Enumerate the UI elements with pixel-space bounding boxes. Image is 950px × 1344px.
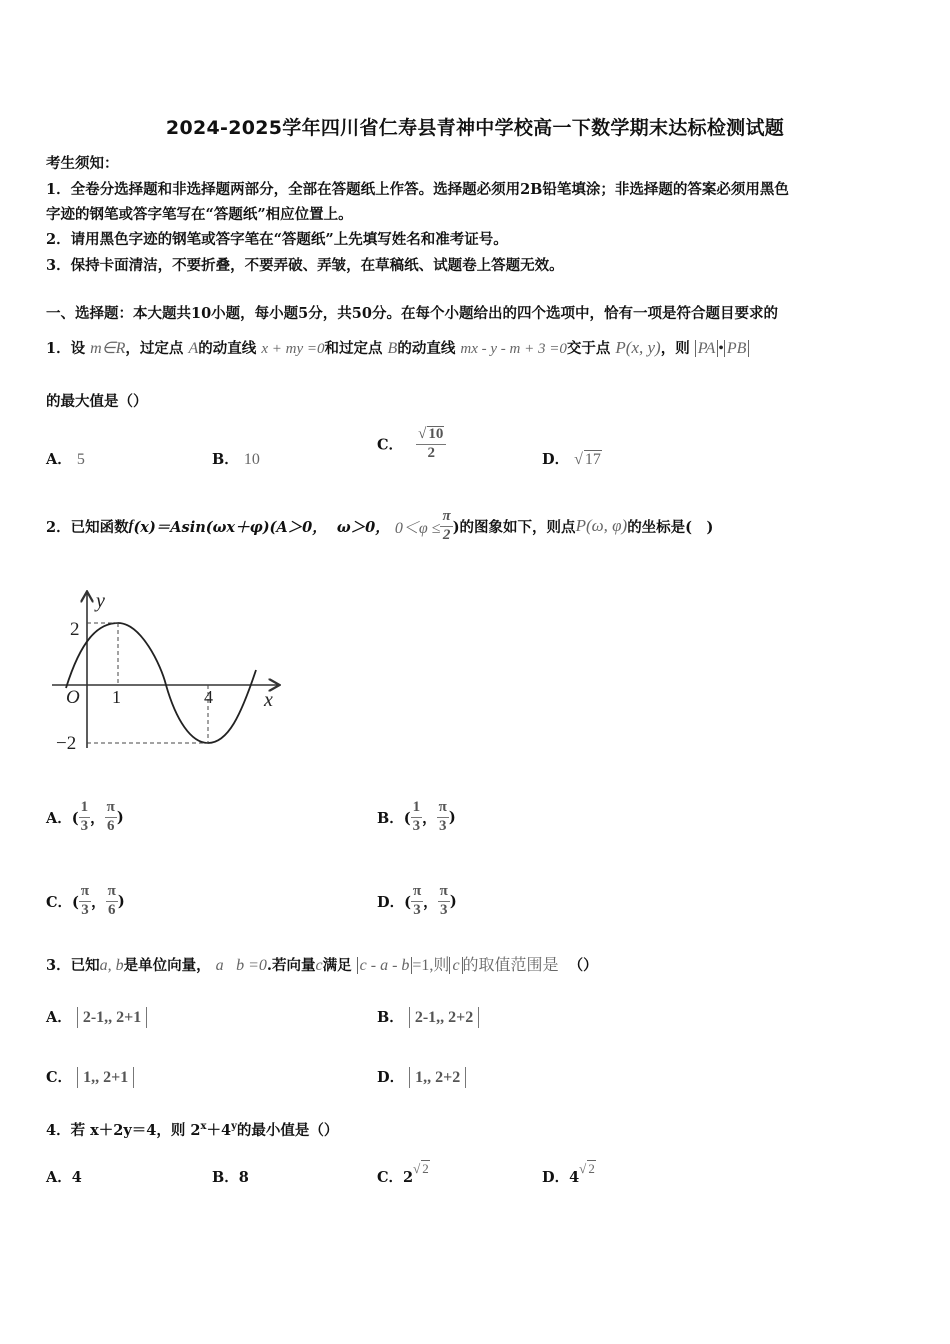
sine-curve	[66, 623, 256, 743]
q2-option-c: C．( $\frac{\pi}{3}$ ， $\frac{\pi}{6}$ )	[46, 883, 125, 918]
question-2-stem: 2．已知函数 f (x)＝Asin(ωx＋φ)(A＞0， ω＞0， 0＜φ ≤ $\frac{\pi}{2}$ )的图象如下，则点 P(ω, φ) 的坐标是( )	[46, 508, 714, 543]
question-4-stem: 4．若 x＋2y＝4，则 $2^x+4^y$的最小值是（）	[46, 1121, 339, 1139]
q2-option-b: B．( $\frac{1}{3}$ ， $\frac{\pi}{3}$ )	[377, 799, 456, 834]
question-3-stem: 3．已知a, b是单位向量， a⃞b =0.若向量c满足 c - a - b =1,则 c 的取值范围是 （）	[46, 957, 598, 974]
math-point-p: P(x, y)	[615, 338, 661, 357]
q1-option-d: D． √ 17	[542, 451, 601, 468]
q4-option-b: B．8	[212, 1169, 249, 1186]
q4-option-a: A．4	[46, 1169, 82, 1186]
math-line-1: x + my =0	[261, 341, 325, 357]
math-m-in-r: m∈R	[90, 340, 126, 357]
q1-option-c: C． $\frac{√ 10}{2}$	[377, 426, 446, 462]
notice-line-1: 1．全卷分选择题和非选择题两部分，全部在答题纸上作答。选择题必须用2B铅笔填涂；非选择题的答案必须用黑色	[46, 181, 789, 198]
notice-line-1b: 字迹的钢笔或答字笔写在“答题纸”相应位置上。	[46, 206, 353, 223]
q4-option-d: D．4√ 2	[542, 1161, 595, 1186]
notice-heading: 考生须知：	[46, 155, 119, 172]
page-title: 2024-2025学年四川省仁寿县青神中学校高一下数学期末达标检测试题	[165, 117, 785, 139]
question-1-tail: 的最大值是（）	[46, 393, 148, 410]
tick-label-1: 1	[112, 687, 121, 707]
origin-label: O	[66, 687, 80, 708]
question-1-stem: 1．设 m∈R，过定点 A的动直线 x + my =0和过定点 B的动直线 mx - y - m + 3 =0交于点 P(x, y)，则 PA • PB	[46, 337, 749, 358]
tick-label-minus-2: −2	[56, 733, 77, 754]
q1-option-b: B． 10	[212, 451, 260, 468]
q3-option-d: D． 1,, 2+2	[377, 1066, 466, 1087]
tick-label-4: 4	[204, 687, 213, 707]
section-heading: 一、选择题：本大题共10小题，每小题5分，共50分。在每个小题给出的四个选项中，恰有一项是符合题目要求的	[46, 305, 778, 322]
notice-line-2: 2．请用黑色字迹的钢笔或答字笔在“答题纸”上先填写姓名和准考证号。	[46, 231, 508, 248]
q3-option-a: A． 2-1,, 2+1	[46, 1006, 147, 1027]
x-axis-label: x	[264, 689, 273, 711]
q3-option-c: C． 1,, 2+1	[46, 1066, 134, 1087]
sine-graph	[46, 585, 286, 755]
q3-option-b: B． 2-1,, 2+2	[377, 1006, 479, 1027]
q4-option-c: C．2√ 2	[377, 1161, 429, 1186]
y-axis-label: y	[96, 590, 105, 612]
math-line-2: mx - y - m + 3 =0	[460, 341, 567, 357]
tick-label-2: 2	[70, 619, 80, 640]
q1-option-a: A． 5	[46, 451, 85, 468]
q2-option-a: A．( $\frac{1}{3}$ ， $\frac{\pi}{6}$ )	[46, 799, 124, 834]
notice-line-3: 3．保持卡面清洁，不要折叠，不要弄破、弄皱，在草稿纸、试题卷上答题无效。	[46, 257, 564, 274]
q2-option-d: D．( $\frac{\pi}{3}$ ， $\frac{\pi}{3}$ )	[377, 883, 457, 918]
